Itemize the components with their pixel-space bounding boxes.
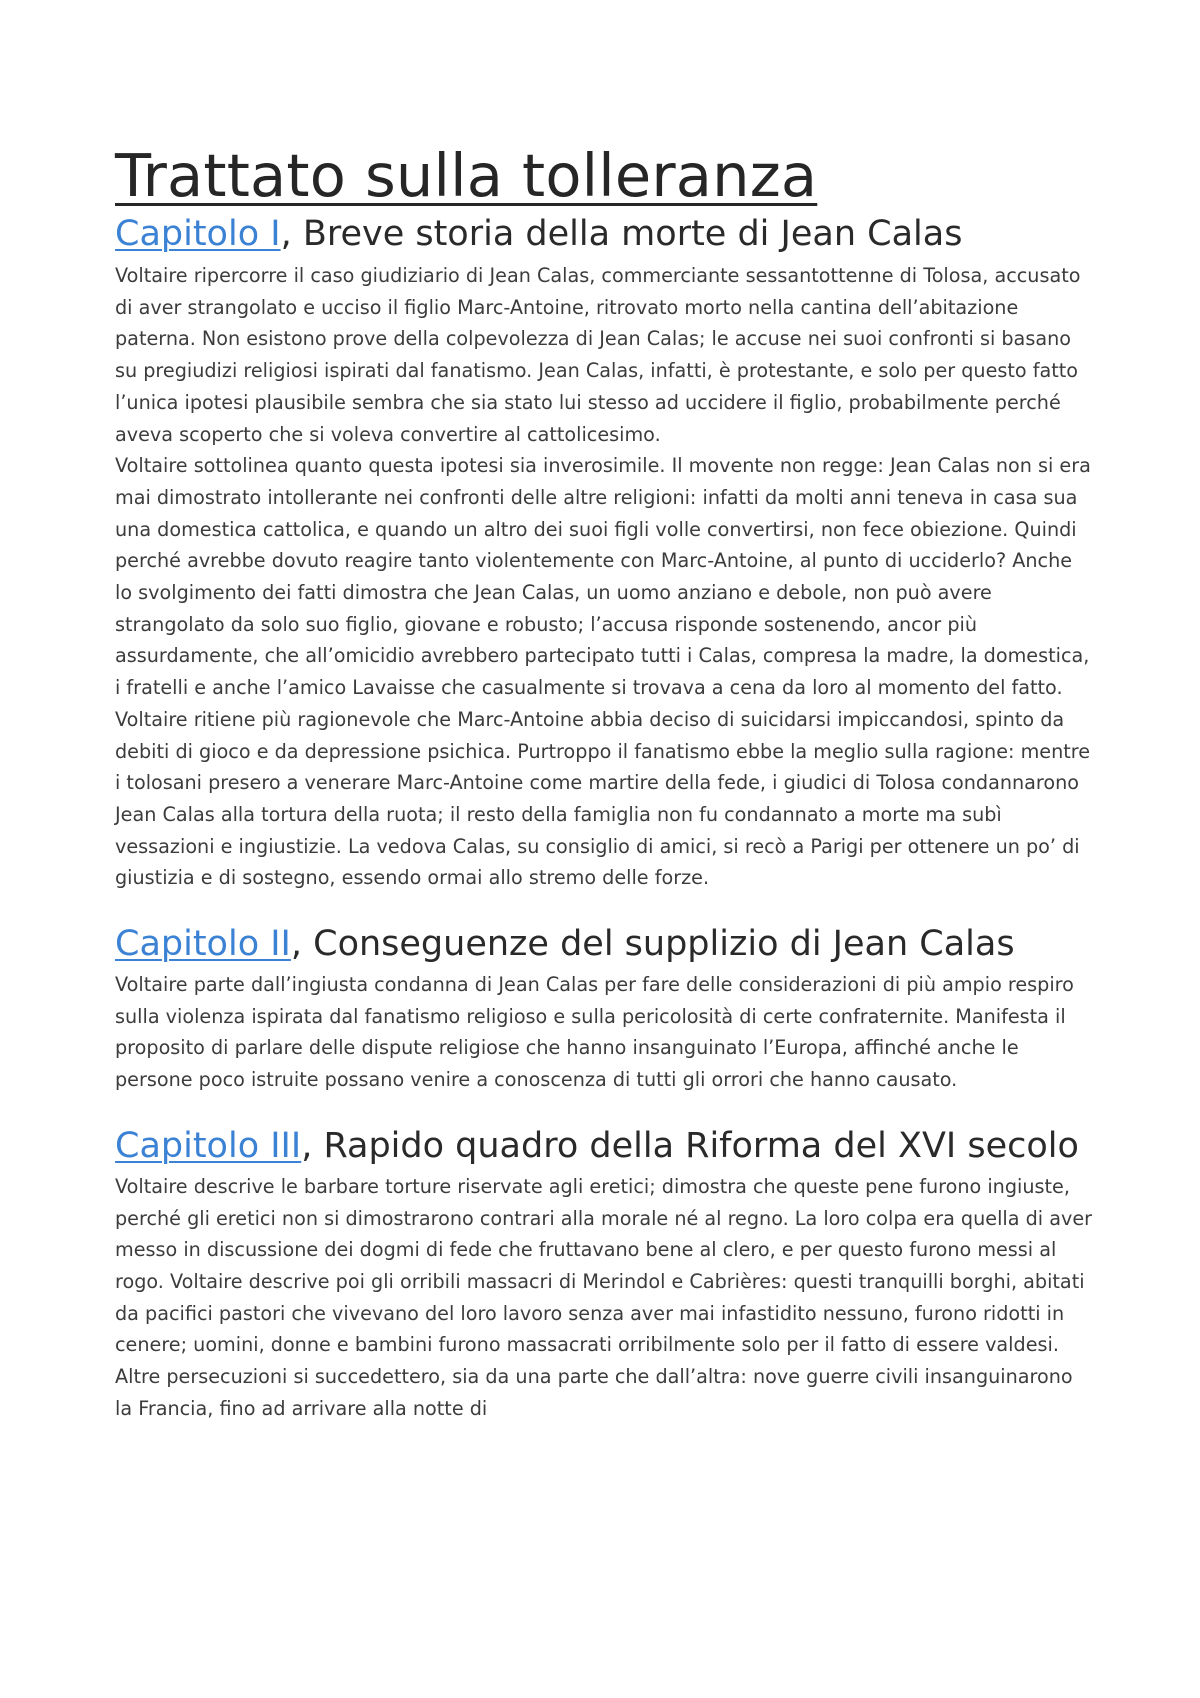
chapter-3-paragraph-1: Voltaire descrive le barbare torture riservate agli eretici; dimostra che queste pene furono ingiuste, perché gli eretici non si dimostrarono contrari alla morale né al regno. La loro colpa era quella di aver messo in discussione dei dogmi di fede che fruttavano bene al clero, e per questo furono messi al rogo. Voltaire descrive poi gli orribili massacri di Merindol e Cabrières: questi tranquilli borghi, abitati da pacifici pastori che vivevano del loro lavoro senza aver mai infastidito nessuno, furono ridotti in cenere; uomini, donne e bambini furono massacrati orribilmente solo per il fatto di essere valdesi. Altre persecuzioni si succedettero, sia da una parte che dall’altra: nove guerre civili insanguinarono la Francia, fino ad arrivare alla notte di [115, 1174, 1093, 1420]
chapter-2-paragraph-1: Voltaire parte dall’ingiusta condanna di Jean Calas per fare delle considerazioni di più ampio respiro sulla violenza ispirata dal fanatismo religioso e sulla pericolosità di certe confraternite. Manifesta il proposito di parlare delle dispute religiose che hanno insanguinato l’Europa, affinché anche le persone poco istruite possano venire a conoscenza di tutti gli orrori che hanno causato. [115, 973, 1074, 1092]
chapter-subtitle-2: , Conseguenze del supplizio di Jean Calas [290, 924, 1015, 965]
chapter-1-paragraph-2: Voltaire sottolinea quanto questa ipotesi sia inverosimile. Il movente non regge: Jean Calas non si era mai dimostrato intollerante nei confronti delle altre religioni: infatti da molti anni teneva in casa sua una domestica cattolica, e quando un altro dei suoi figli volle convertirsi, non fece obiezione. Quindi perché avrebbe dovuto reagire tanto violentemente con Marc-Antoine, al punto di ucciderlo? Anche lo svolgimento dei fatti dimostra che Jean Calas, un uomo anziano e debole, non può avere strangolato da solo suo figlio, giovane e robusto; l’accusa risponde sostenendo, ancor più assurdamente, che all’omicidio avrebbero partecipato tutti i Calas, compresa la madre, la domestica, i fratelli e anche l’amico Lavaisse che casualmente si trovava a cena da loro al momento del fatto. Voltaire ritiene più ragionevole che Marc-Antoine abbia deciso di suicidarsi impiccandosi, spinto da debiti di gioco e da depressione psichica. Purtroppo il fanatismo ebbe la meglio sulla ragione: mentre i tolosani presero a venerare Marc-Antoine come martire della fede, i giudici di Tolosa condannarono Jean Calas alla tortura della ruota; il resto della famiglia non fu condannato a morte ma subì vessazioni e ingiustizie. La vedova Calas, su consiglio di amici, si recò a Parigi per ottenere un po’ di giustizia e di sostegno, essendo ormai allo stremo delle forze. [115, 454, 1091, 890]
chapter-section-2 [115, 922, 1095, 1096]
chapter-heading-3 [115, 1124, 1095, 1169]
document-page [115, 140, 1095, 1425]
chapter-heading-2 [115, 922, 1095, 967]
chapter-section-1 [115, 212, 1095, 894]
chapter-link-1[interactable]: Capitolo I [115, 214, 281, 254]
chapter-heading-1 [115, 212, 1095, 257]
chapter-subtitle-3: , Rapido quadro della Riforma del XVI secolo [301, 1125, 1079, 1166]
chapter-subtitle-1: , Breve storia della morte di Jean Calas [280, 214, 963, 254]
chapter-link-3[interactable]: Capitolo III [115, 1125, 302, 1166]
document-title: Trattato sulla tolleranza [115, 141, 818, 210]
chapter-link-2[interactable]: Capitolo II [115, 924, 291, 965]
chapter-1-paragraph-1: Voltaire ripercorre il caso giudiziario di Jean Calas, commerciante sessantottenne di Tolosa, accusato di aver strangolato e ucciso il figlio Marc-Antoine, ritrovato morto nella cantina dell’abitazione paterna. Non esistono prove della colpevolezza di Jean Calas; le accuse nei suoi confronti si basano su pregiudizi religiosi ispirati dal fanatismo. Jean Calas, infatti, è protestante, e solo per questo fatto l’unica ipotesi plausibile sembra che sia stato lui stesso ad uccidere il figlio, probabilmente perché aveva scoperto che si voleva convertire al cattolicesimo. [115, 264, 1081, 446]
chapter-section-3 [115, 1124, 1095, 1425]
